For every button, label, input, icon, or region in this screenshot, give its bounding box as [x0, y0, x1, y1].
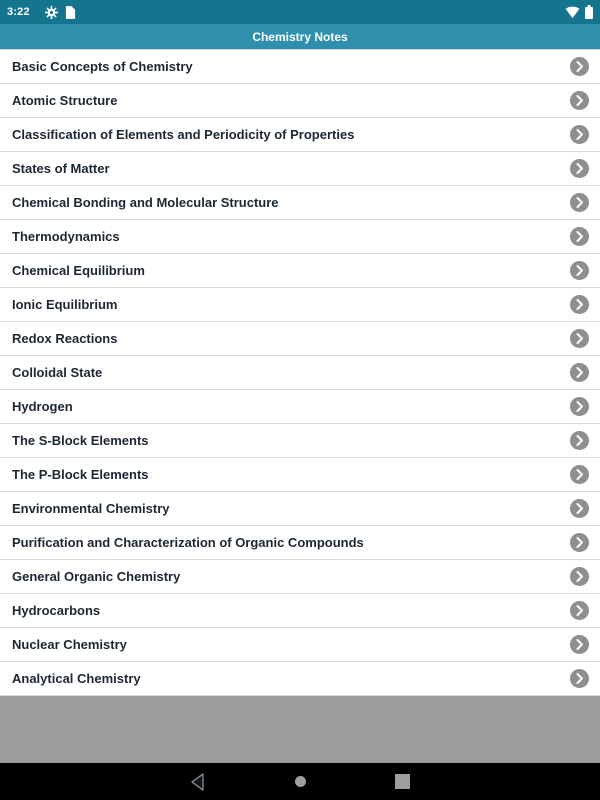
list-item[interactable] [0, 220, 600, 254]
clock-text: 3:22 [7, 6, 30, 18]
list-item-label: Chemical Equilibrium [12, 263, 145, 278]
chevron-right-icon [570, 295, 589, 314]
recents-button[interactable] [391, 771, 413, 793]
gear-icon [45, 6, 58, 19]
list-item-label: Classification of Elements and Periodicity of Properties [12, 127, 355, 142]
chevron-right-icon [570, 363, 589, 382]
list-item[interactable] [0, 50, 600, 84]
chevron-right-icon [570, 397, 589, 416]
status-bar-left [7, 6, 76, 19]
list-item-label: Analytical Chemistry [12, 671, 141, 686]
chevron-right-icon [570, 227, 589, 246]
chevron-right-icon [570, 533, 589, 552]
wifi-icon [565, 6, 580, 19]
file-icon [65, 6, 76, 19]
list-item-label: Environmental Chemistry [12, 501, 170, 516]
list-item[interactable] [0, 390, 600, 424]
chevron-right-icon [570, 193, 589, 212]
page-title: Chemistry Notes [252, 29, 348, 44]
app-bar [0, 24, 600, 49]
list-item-label: Redox Reactions [12, 331, 118, 346]
list-item[interactable] [0, 594, 600, 628]
list-item[interactable] [0, 118, 600, 152]
home-button[interactable] [289, 771, 311, 793]
list-item[interactable] [0, 628, 600, 662]
list-item-label: Hydrogen [12, 399, 73, 414]
list-item-label: General Organic Chemistry [12, 569, 181, 584]
chevron-right-icon [570, 91, 589, 110]
chevron-right-icon [570, 431, 589, 450]
chevron-right-icon [570, 465, 589, 484]
list-item[interactable] [0, 560, 600, 594]
list-item-label: Colloidal State [12, 365, 103, 380]
list-item-label: Basic Concepts of Chemistry [12, 59, 193, 74]
status-bar [0, 0, 600, 24]
battery-icon [585, 5, 593, 19]
list-item[interactable] [0, 288, 600, 322]
recents-square-icon [395, 774, 410, 789]
list-item[interactable] [0, 84, 600, 118]
chevron-right-icon [570, 57, 589, 76]
navigation-bar [0, 763, 600, 800]
list-item-label: The S-Block Elements [12, 433, 149, 448]
chevron-right-icon [570, 499, 589, 518]
chevron-right-icon [570, 261, 589, 280]
chevron-right-icon [570, 669, 589, 688]
back-button[interactable] [187, 771, 209, 793]
list-item-label: Atomic Structure [12, 93, 118, 108]
list-item-label: The P-Block Elements [12, 467, 149, 482]
list-item[interactable] [0, 356, 600, 390]
list-item-label: States of Matter [12, 161, 110, 176]
list-item[interactable] [0, 322, 600, 356]
chevron-right-icon [570, 601, 589, 620]
list-item[interactable] [0, 424, 600, 458]
list-item[interactable] [0, 254, 600, 288]
chevron-right-icon [570, 159, 589, 178]
list-item[interactable] [0, 662, 600, 696]
home-circle-icon [295, 776, 306, 787]
list-item-label: Chemical Bonding and Molecular Structure [12, 195, 279, 210]
chevron-right-icon [570, 125, 589, 144]
list-item-label: Ionic Equilibrium [12, 297, 118, 312]
content-filler [0, 696, 600, 763]
list-item[interactable] [0, 526, 600, 560]
list-item-label: Nuclear Chemistry [12, 637, 127, 652]
list-item[interactable] [0, 186, 600, 220]
list-item[interactable] [0, 492, 600, 526]
list-item-label: Hydrocarbons [12, 603, 101, 618]
chapter-list[interactable] [0, 49, 600, 696]
status-bar-right [565, 5, 593, 19]
chevron-right-icon [570, 567, 589, 586]
list-item-label: Purification and Characterization of Organic Compounds [12, 535, 364, 550]
list-item-label: Thermodynamics [12, 229, 120, 244]
chevron-right-icon [570, 635, 589, 654]
chevron-right-icon [570, 329, 589, 348]
list-item[interactable] [0, 152, 600, 186]
list-item[interactable] [0, 458, 600, 492]
